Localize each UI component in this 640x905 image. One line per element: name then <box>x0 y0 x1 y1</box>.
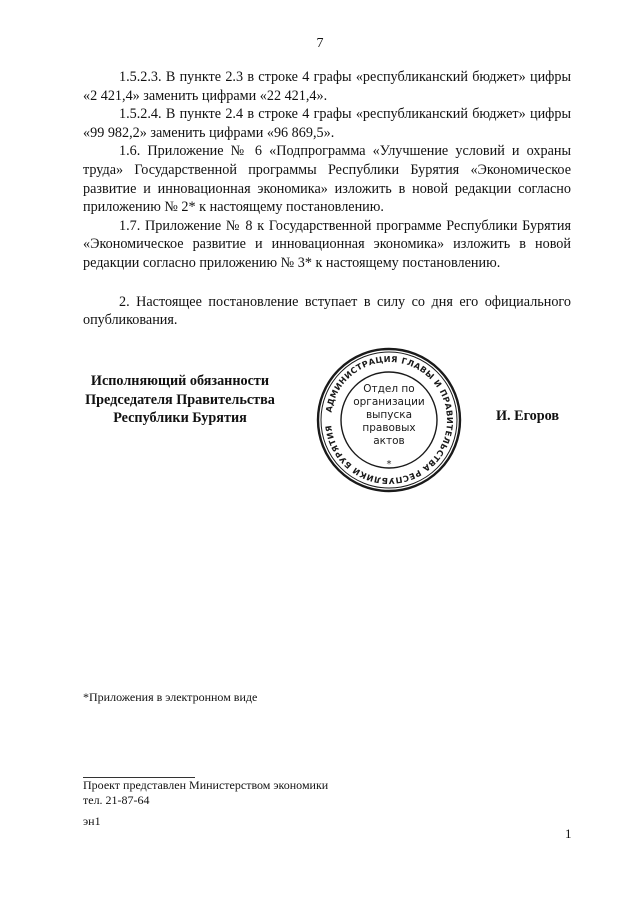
signatory-position-line: Председателя Правительства <box>85 391 275 408</box>
seal-inner-line: организации <box>353 396 425 408</box>
seal-inner-line: Отдел по <box>363 383 415 395</box>
appendix-footnote: *Приложения в электронном виде <box>83 690 258 704</box>
contact-phone: тел. 21-87-64 <box>83 792 150 807</box>
signatory-position-line: Республики Бурятия <box>113 410 247 427</box>
paragraph-1-7: 1.7. Приложение № 8 к Государственной программе Республики Бурятия «Экономическое развитие и инновационная экономика» изложить в новой редакции согласно приложению № 3* к настоящему постановлению. <box>83 217 571 271</box>
seal-inner-line: выпуска <box>365 409 413 421</box>
document-code: эн1 <box>83 814 101 828</box>
seal-inner-line: правовых <box>362 422 416 434</box>
footer-page-number: 1 <box>565 826 572 841</box>
paragraph-2: 2. Настоящее постановление вступает в силу со дня его официального опубликования. <box>83 293 571 329</box>
official-seal-stamp <box>314 345 464 495</box>
paragraph-1-6: 1.6. Приложение № 6 «Подпрограмма «Улучшение условий и охраны труда» Государственной программы Республики Бурятия «Экономическое развитие и инновационная экономика» изложить в новой редакции согласно приложению № 2* к настоящему постановлению. <box>83 143 571 216</box>
page-number: 7 <box>316 36 324 51</box>
seal-ring-text: АДМИНИСТРАЦИЯ ГЛАВЫ И ПРАВИТЕЛЬСТВА РЕСПУБЛИКИ БУРЯТИЯ <box>323 353 456 487</box>
document-body <box>83 68 571 330</box>
signatory-position <box>70 372 290 428</box>
paragraph-1-5-2-3: 1.5.2.3. В пункте 2.3 в строке 4 графы «республиканский бюджет» цифры «2 421,4» заменить цифрами «22 421,4». <box>83 69 571 104</box>
signatory-name: И. Егоров <box>496 408 560 424</box>
seal-inner-line: актов <box>373 435 405 447</box>
signatory-position-line: Исполняющий обязанности <box>90 373 270 389</box>
prepared-by-text: Проект представлен Министерством экономики <box>83 778 329 792</box>
seal-star-icon: * <box>386 459 392 470</box>
paragraph-1-5-2-4: 1.5.2.4. В пункте 2.4 в строке 4 графы «республиканский бюджет» цифры «99 982,2» заменить цифрами «96 869,5». <box>83 106 571 141</box>
footer-prepared-by <box>83 778 328 807</box>
